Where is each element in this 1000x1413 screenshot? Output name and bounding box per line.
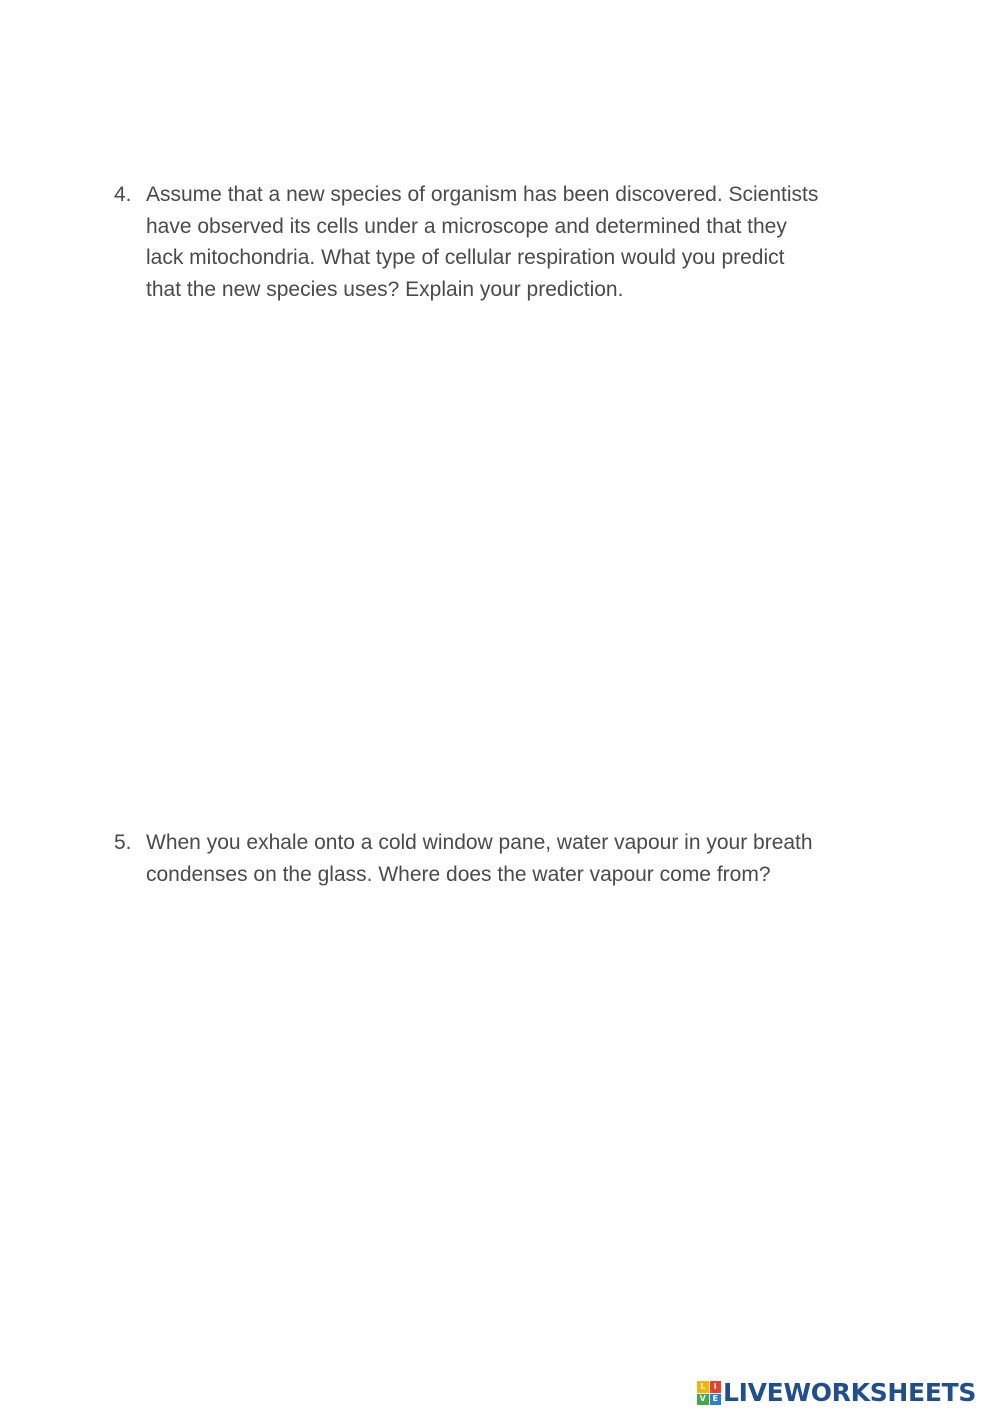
logo-letter: V <box>697 1394 709 1406</box>
question-number: 4. <box>114 183 132 206</box>
liveworksheets-brand <box>697 1376 976 1410</box>
question-number: 5. <box>114 831 132 854</box>
question-text: When you exhale onto a cold window pane, water vapour in your breath condenses on the glass. Where does the water vapour come from? <box>146 831 813 886</box>
question-5 <box>114 827 884 890</box>
answer-area-4[interactable] <box>146 320 886 800</box>
brand-name: LIVEWORKSHEETS <box>723 1378 977 1407</box>
logo-letter: L <box>697 1381 709 1393</box>
logo-letter: E <box>710 1394 722 1406</box>
question-4 <box>114 179 884 305</box>
answer-area-5[interactable] <box>146 900 886 1360</box>
liveworksheets-logo-icon <box>697 1381 721 1405</box>
logo-letter: I <box>710 1381 722 1393</box>
question-text: Assume that a new species of organism has been discovered. Scientists have observed its cells under a microscope and determined that they lack mitochondria. What type of cellular respiration would you predict that the new species uses? Explain your prediction. <box>146 183 819 301</box>
